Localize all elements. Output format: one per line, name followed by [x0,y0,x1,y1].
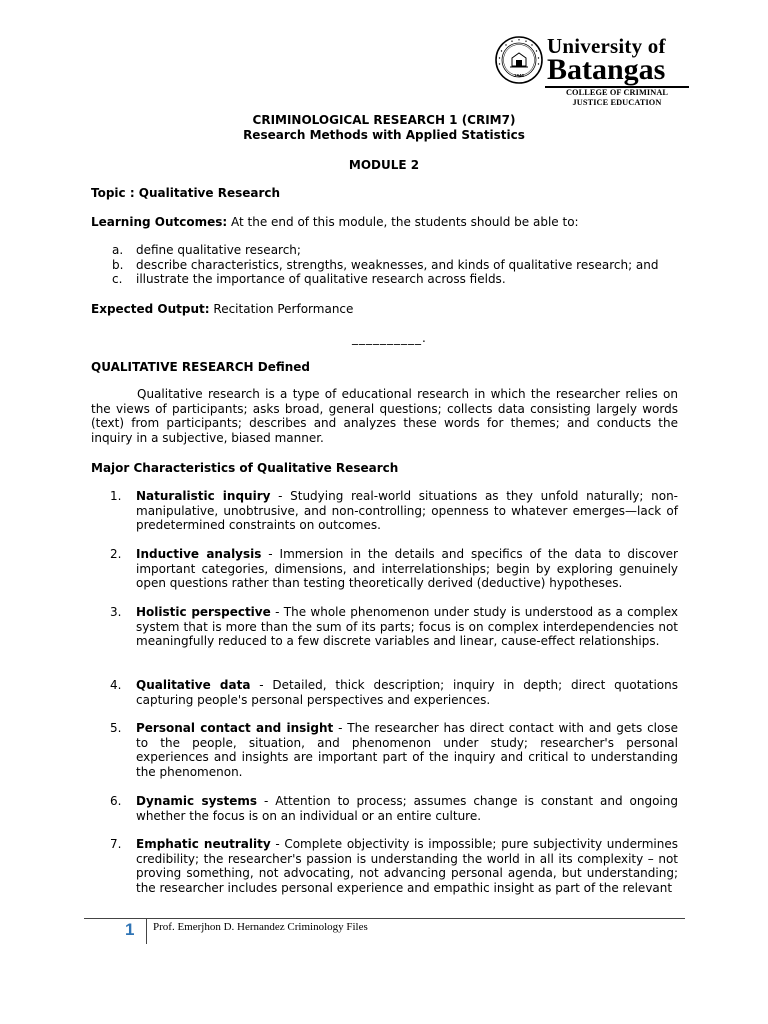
list-item-body [136,794,678,823]
characteristic-term: Dynamic systems [136,794,258,808]
list-item-marker: a. [112,243,124,257]
footer-divider [84,918,685,919]
characteristic-term: Emphatic neutrality [136,837,271,851]
footer-vertical-divider [146,918,147,944]
list-item: illustrate the importance of qualitative research across fields. [136,272,506,286]
definition-paragraph [91,387,678,445]
characteristic-description: - The whole phenomenon under study is understood as a complex system that is more than the sum of its parts; focus is on complex interdependencies not meaningfully reduced to a few discrete variables and linear, cause-effect relationships. [136,605,678,648]
page-number: 1 [125,920,135,939]
list-item-number: 2. [110,547,122,561]
characteristic-description: - Attention to process; assumes change is constant and ongoing whether the focus is on an individual or an entire culture. [136,794,678,823]
course-subtitle: Research Methods with Applied Statistics [243,128,525,142]
list-item-body [136,489,678,533]
expected-output-label: Expected Output: [91,302,210,316]
learning-outcomes-label: Learning Outcomes: [91,215,228,229]
section-heading-defined: QUALITATIVE RESEARCH Defined [91,360,310,374]
list-item: define qualitative research; [136,243,301,257]
list-item-number: 3. [110,605,122,619]
college-name-line1: COLLEGE OF CRIMINAL [565,88,669,97]
list-item-number: 5. [110,721,122,735]
characteristic-term: Naturalistic inquiry [136,489,271,503]
list-item-body [136,678,678,707]
college-name [545,88,689,108]
characteristic-description: - Detailed, thick description; inquiry in depth; direct quotations capturing people's personal perspectives and experiences. [136,678,678,707]
list-item-number: 4. [110,678,122,692]
list-item-marker: c. [112,272,123,286]
list-item-body [136,547,678,591]
topic-line: Topic : Qualitative Research [91,186,281,200]
characteristic-description: - The researcher has direct contact with and gets close to the people, situation, and phenomenon under study; researcher's personal experiences and insights are important part of the inquiry and critical to understanding the phenomenon. [136,721,678,779]
module-title: MODULE 2 [348,158,420,172]
list-item: describe characteristics, strengths, weaknesses, and kinds of qualitative research; and [136,258,659,272]
characteristic-description: - Complete objectivity is impossible; pure subjectivity undermines credibility; the researcher's passion is understanding the world in all its complexity – not proving something, not advocating, not advancing personal agenda, but understanding; the researcher includes personal experience and empathic insight as part of the relevant [136,837,678,895]
learning-outcomes-line [91,214,579,230]
footer-author: Prof. Emerjhon D. Hernandez Criminology Files [153,921,368,933]
course-title: CRIMINOLOGICAL RESEARCH 1 (CRIM7) [252,113,516,127]
section-heading-characteristics: Major Characteristics of Qualitative Research [91,461,399,475]
characteristic-description: - Studying real-world situations as they unfold naturally; non-manipulative, unobtrusive, and non-controlling; openness to whatever emerges—lack of predetermined constraints on outcomes. [136,489,679,532]
characteristic-term: Qualitative data [136,678,251,692]
university-logo [495,36,695,108]
section-separator: __________. [352,331,427,345]
college-name-line2: JUSTICE EDUCATION [572,98,662,107]
list-item-number: 1. [110,489,122,503]
characteristic-term: Holistic perspective [136,605,271,619]
characteristic-description: - Immersion in the details and specifics of the data to discover important categories, dimensions, and interrelationships; begin by exploring genuinely open questions rather than testing theoretically derived (deductive) hypotheses. [136,547,678,590]
expected-output-line [91,301,353,317]
characteristic-term: Inductive analysis [136,547,262,561]
learning-outcomes-intro: At the end of this module, the students should be able to: [227,215,579,229]
list-item-number: 6. [110,794,122,808]
list-item-number: 7. [110,837,122,851]
list-item-body [136,605,678,649]
list-item-marker: b. [112,258,124,272]
characteristic-term: Personal contact and insight [136,721,334,735]
university-seal-icon [495,36,543,84]
university-name-line2: Batangas [547,53,666,86]
list-item-body [136,837,678,895]
list-item-body [136,721,678,779]
seal-year: 1946 [513,73,525,78]
university-name-line1: University of [547,34,666,58]
definition-text: Qualitative research is a type of educational research in which the researcher relies on the views of participants; asks broad, general questions; collects data consisting largely words (text) from participants; describes and analyzes these words for themes; and conducts the inquiry in a subjective, biased manner. [91,387,678,445]
expected-output-value: Recitation Performance [209,302,354,316]
